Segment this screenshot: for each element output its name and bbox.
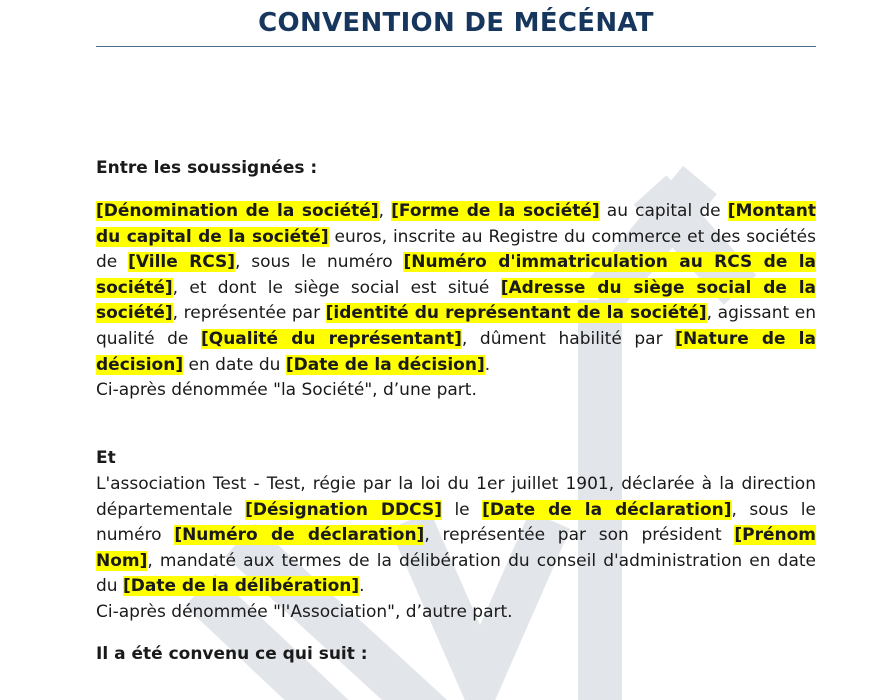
text-segment: , mandaté aux termes de la délibération du conseil d'administration en date du: [96, 550, 816, 597]
association-closing: Ci-après dénommée "l'Association", d’autre part.: [96, 601, 513, 622]
field-representative-role[interactable]: [Qualité du représentant]: [200, 328, 462, 349]
and-label: Et: [96, 448, 116, 468]
title-divider: [96, 46, 816, 47]
field-capital-amount[interactable]: [Montant du capital de la société]: [96, 201, 816, 247]
text-segment: , agissant en qualité de: [96, 303, 816, 349]
text-segment: au capital de: [599, 201, 728, 221]
text-segment: L'association Test - Test, régie par la loi du 1er juillet 1901, déclarée à la direction départementale: [96, 474, 816, 520]
field-ddcs-designation[interactable]: [Désignation DDCS]: [245, 499, 442, 520]
field-decision-date[interactable]: [Date de la décision]: [285, 354, 485, 375]
text-segment: en date du: [183, 354, 286, 375]
field-president-name[interactable]: [Prénom Nom]: [96, 525, 816, 571]
field-declaration-number[interactable]: [Numéro de déclaration]: [174, 525, 425, 546]
field-decision-nature[interactable]: [Nature de la décision]: [96, 328, 816, 375]
text-segment: le: [441, 499, 483, 520]
text-segment: , sous le numéro: [235, 252, 404, 273]
field-declaration-date[interactable]: [Date de la déclaration]: [482, 499, 732, 520]
field-head-office-address[interactable]: [Adresse du siège social de la société]: [96, 277, 817, 324]
text-segment: ,: [378, 201, 392, 221]
field-company-name[interactable]: [Dénomination de la société]: [96, 201, 379, 221]
field-representative-identity[interactable]: [identité du représentant de la société]: [325, 303, 707, 324]
text-segment: euros, inscrite au Registre du commerce et des sociétés de: [96, 226, 816, 273]
text-segment: .: [359, 576, 365, 597]
page-title: CONVENTION DE MÉCÉNAT: [258, 8, 654, 38]
company-closing: Ci-après dénommée "la Société", d’une part.: [96, 380, 477, 401]
field-deliberation-date[interactable]: [Date de la délibération]: [122, 576, 360, 597]
company-party-paragraph: [96, 199, 816, 404]
agreed-heading: Il a été convenu ce qui suit :: [96, 644, 368, 664]
field-rcs-city[interactable]: [Ville RCS]: [128, 252, 236, 273]
text-segment: , dûment habilité par: [461, 328, 676, 349]
text-segment: , représentée par son président: [424, 525, 735, 546]
text-segment: .: [484, 354, 491, 375]
association-party-paragraph: [96, 472, 816, 626]
text-segment: , représentée par: [172, 303, 326, 324]
between-heading: Entre les soussignées :: [96, 158, 318, 178]
field-rcs-number[interactable]: [Numéro d'immatriculation au RCS de la société]: [96, 252, 817, 298]
text-segment: , et dont le siège social est situé: [172, 277, 501, 298]
field-company-form[interactable]: [Forme de la société]: [391, 201, 600, 221]
text-segment: , sous le numéro: [96, 499, 816, 546]
